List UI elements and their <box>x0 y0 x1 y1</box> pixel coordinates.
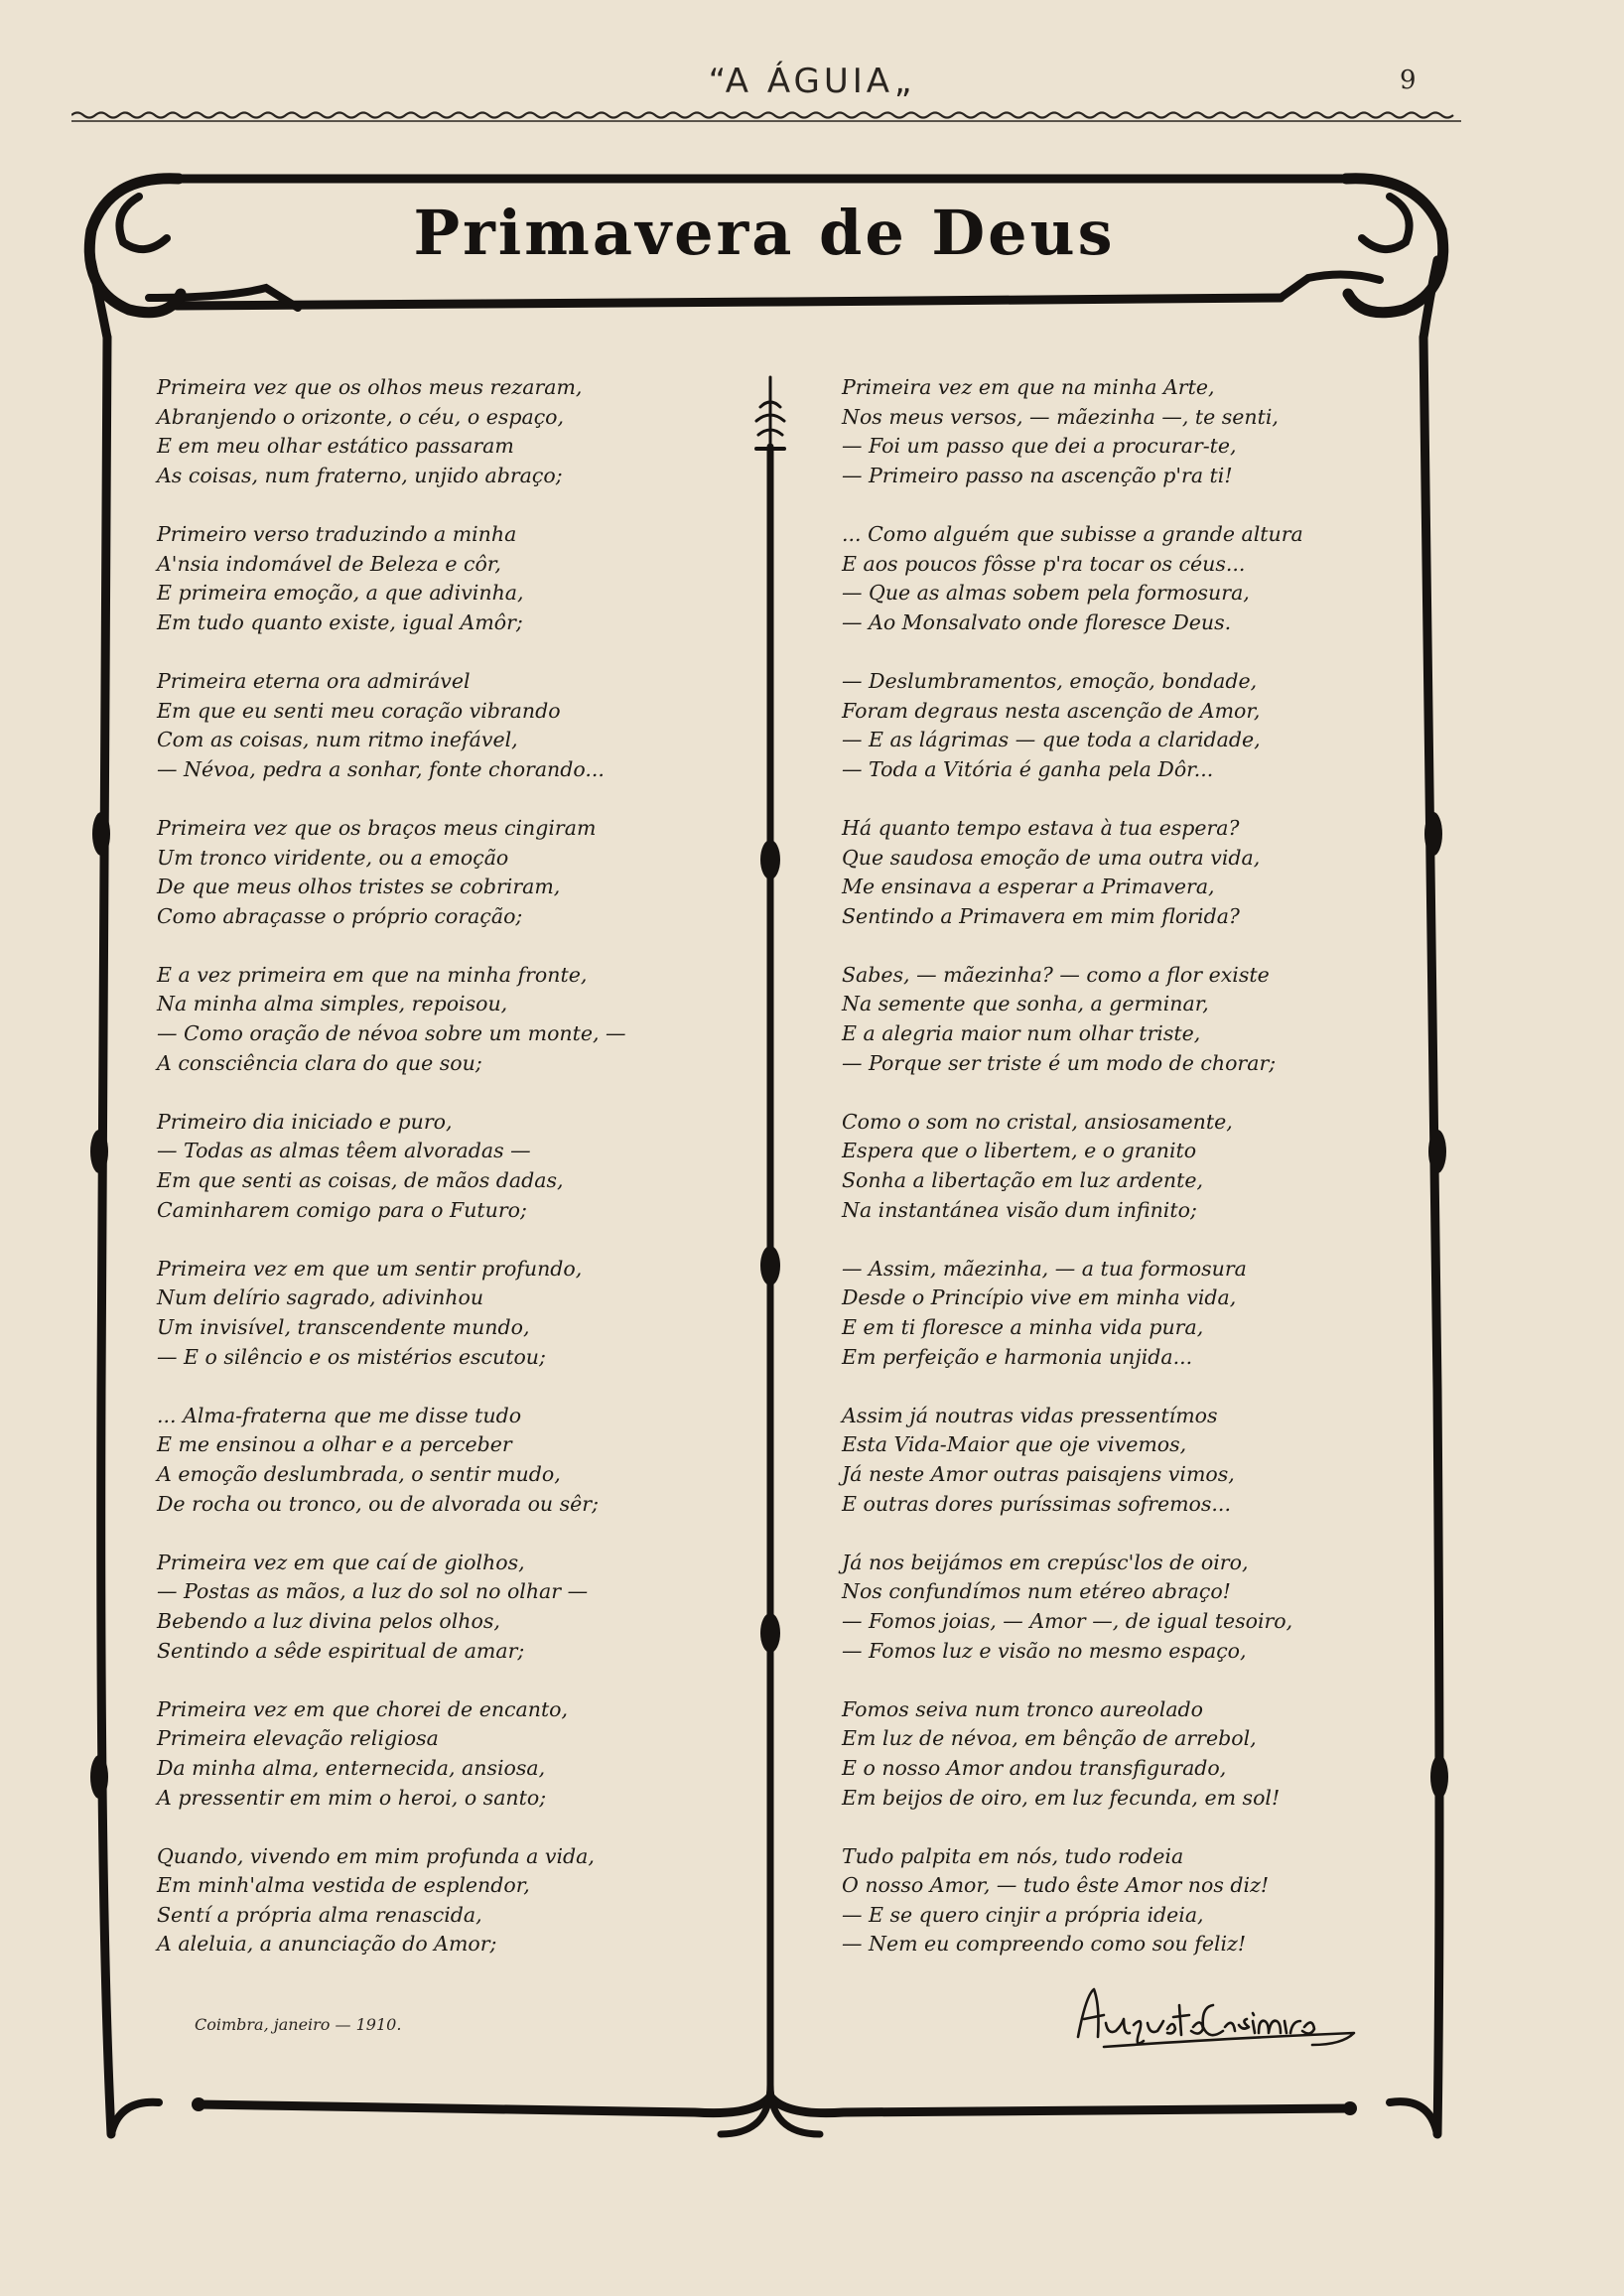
verse-line: Espera que o libertem, e o granito <box>842 1139 1197 1163</box>
verse-line: — E as lágrimas — que toda a claridade, <box>842 728 1261 752</box>
stanza <box>157 1255 713 1372</box>
verse-line: Esta Vida-Maior que oje vivemos, <box>842 1432 1187 1457</box>
verse-line: Nos meus versos, — mãezinha —, te senti, <box>842 404 1279 429</box>
verse-line: — Toda a Vitória é ganha pela Dôr... <box>842 756 1214 781</box>
stanza <box>157 1108 713 1225</box>
verse-line: As coisas, num fraterno, unjido abraço; <box>157 463 563 487</box>
verse-line: — Fomos luz e visão no mesmo espaço, <box>842 1638 1247 1663</box>
verse-line: Primeira vez em que caí de giolhos, <box>157 1550 525 1574</box>
stanza <box>842 1402 1418 1519</box>
verse-line: Já neste Amor outras paisajens vimos, <box>842 1461 1235 1486</box>
running-title: “A ÁGUIA„ <box>708 62 916 101</box>
verse-line: Tudo palpita em nós, tudo rodeia <box>842 1843 1184 1868</box>
verse-line: Bebendo a luz divina pelos olhos, <box>157 1608 500 1633</box>
verse-line: E o nosso Amor andou transfigurado, <box>842 1755 1227 1780</box>
verse-line: Quando, vivendo em mim profunda a vida, <box>157 1843 595 1868</box>
verse-line: Na instantánea visão dum infinito; <box>842 1197 1197 1222</box>
verse-line: Como abraçasse o próprio coração; <box>157 903 523 928</box>
verse-line: Na minha alma simples, repoisou, <box>157 992 508 1016</box>
verse-line: Na semente que sonha, a germinar, <box>842 992 1209 1016</box>
verse-line: Primeira vez em que na minha Arte, <box>842 375 1215 399</box>
stanza <box>842 1549 1418 1666</box>
stanza <box>842 1695 1418 1813</box>
stanza <box>842 373 1418 490</box>
verse-line: De rocha ou tronco, ou de alvorada ou sêr; <box>157 1491 599 1516</box>
verse-line: A pressentir em mim o heroi, o santo; <box>157 1785 547 1810</box>
stanza <box>157 961 713 1078</box>
stanza <box>842 814 1418 931</box>
verse-line: Há quanto tempo estava à tua espera? <box>842 815 1240 840</box>
stanza <box>842 667 1418 784</box>
verse-line: — E o silêncio e os mistérios escutou; <box>157 1344 546 1369</box>
poem-title: Primavera de Deus <box>413 197 1116 269</box>
verse-line: Em perfeição e harmonia unjida... <box>842 1344 1193 1369</box>
verse-line: — Como oração de névoa sobre um monte, — <box>157 1021 626 1046</box>
verse-line: E primeira emoção, a que adivinha, <box>157 581 524 606</box>
verse-line: Me ensinava a esperar a Primavera, <box>842 875 1215 899</box>
stanza <box>842 1108 1418 1225</box>
verse-line: — E se quero cinjir a própria ideia, <box>842 1902 1204 1927</box>
verse-line: Em minh'alma vestida de esplendor, <box>157 1873 530 1898</box>
verse-line: Sonha a libertação em luz ardente, <box>842 1168 1203 1193</box>
verse-line: Sentindo a Primavera em mim florida? <box>842 903 1240 928</box>
verse-line: Primeira vez que os braços meus cingiram <box>157 815 597 840</box>
verse-line: E outras dores puríssimas sofremos... <box>842 1491 1231 1516</box>
verse-line: Sentí a própria alma renascida, <box>157 1902 482 1927</box>
stanza <box>157 1402 713 1519</box>
verse-line: Sentindo a sêde espiritual de amar; <box>157 1638 525 1663</box>
verse-line: ... Como alguém que subisse a grande altura <box>842 521 1303 546</box>
verse-line: Desde o Princípio vive em minha vida, <box>842 1285 1237 1310</box>
verse-line: Caminharem comigo para o Futuro; <box>157 1197 527 1222</box>
verse-line: — Porque ser triste é um modo de chorar; <box>842 1050 1277 1075</box>
verse-line: E em meu olhar estático passaram <box>157 434 514 459</box>
verse-line: Nos confundímos num etéreo abraço! <box>842 1579 1231 1604</box>
verse-line: O nosso Amor, — tudo êste Amor nos diz! <box>842 1873 1270 1898</box>
verse-line: Primeiro dia iniciado e puro, <box>157 1109 453 1134</box>
verse-line: — Todas as almas têem alvoradas — <box>157 1139 531 1163</box>
verse-line: Como o som no cristal, ansiosamente, <box>842 1109 1233 1134</box>
dateline: Coimbra, janeiro — 1910. <box>195 2015 402 2034</box>
left-poem-column <box>157 373 713 1989</box>
verse-line: Com as coisas, num ritmo inefável, <box>157 728 518 752</box>
verse-line: Primeiro verso traduzindo a minha <box>157 521 517 546</box>
stanza <box>842 1255 1418 1372</box>
verse-line: Que saudosa emoção de uma outra vida, <box>842 845 1261 870</box>
verse-line: — Foi um passo que dei a procurar-te, <box>842 434 1237 459</box>
verse-line: Em luz de névoa, em bênção de arrebol, <box>842 1726 1257 1751</box>
verse-line: E me ensinou a olhar e a perceber <box>157 1432 512 1457</box>
verse-line: Num delírio sagrado, adivinhou <box>157 1285 484 1310</box>
stanza <box>157 373 713 490</box>
verse-line: Primeira eterna ora admirável <box>157 668 471 693</box>
verse-line: A emoção deslumbrada, o sentir mudo, <box>157 1461 561 1486</box>
verse-line: Um tronco viridente, ou a emoção <box>157 845 509 870</box>
verse-line: — Nem eu compreendo como sou feliz! <box>842 1932 1247 1957</box>
verse-line: — Primeiro passo na ascenção p'ra ti! <box>842 463 1233 487</box>
verse-line: ... Alma-fraterna que me disse tudo <box>157 1403 522 1427</box>
verse-line: Assim já noutras vidas pressentímos <box>842 1403 1218 1427</box>
verse-line: — Fomos joias, — Amor —, de igual tesoiro, <box>842 1608 1293 1633</box>
verse-line: — Assim, mãezinha, — a tua formosura <box>842 1256 1247 1281</box>
stanza <box>842 520 1418 637</box>
verse-line: Fomos seiva num tronco aureolado <box>842 1696 1204 1721</box>
verse-line: — Postas as mãos, a luz do sol no olhar — <box>157 1579 589 1604</box>
stanza <box>157 1842 713 1959</box>
verse-line: Abranjendo o orizonte, o céu, o espaço, <box>157 404 565 429</box>
verse-line: Foram degraus nesta ascenção de Amor, <box>842 698 1261 723</box>
verse-line: A aleluia, a anunciação do Amor; <box>157 1932 497 1957</box>
right-poem-column <box>842 373 1418 1989</box>
verse-line: Em beijos de oiro, em luz fecunda, em sol! <box>842 1785 1281 1810</box>
verse-line: Já nos beijámos em crepúsc'los de oiro, <box>842 1550 1249 1574</box>
verse-line: Primeira elevação religiosa <box>157 1726 439 1751</box>
verse-line: E a vez primeira em que na minha fronte, <box>157 962 588 987</box>
author-signature <box>1064 1975 1362 2065</box>
verse-line: — Deslumbramentos, emoção, bondade, <box>842 668 1258 693</box>
verse-line: Em que eu senti meu coração vibrando <box>157 698 561 723</box>
stanza <box>842 961 1418 1078</box>
stanza <box>157 814 713 931</box>
verse-line: A'nsia indomável de Beleza e côr, <box>157 551 501 576</box>
page-number: 9 <box>1400 66 1417 95</box>
stanza <box>157 1695 713 1813</box>
stanza <box>842 1842 1418 1959</box>
stanza <box>157 1549 713 1666</box>
verse-line: De que meus olhos tristes se cobriram, <box>157 875 561 899</box>
verse-line: Em tudo quanto existe, igual Amôr; <box>157 609 523 634</box>
verse-line: — Que as almas sobem pela formosura, <box>842 581 1250 606</box>
verse-line: E aos poucos fôsse p'ra tocar os céus... <box>842 551 1246 576</box>
verse-line: Da minha alma, enternecida, ansiosa, <box>157 1755 546 1780</box>
stanza <box>157 520 713 637</box>
verse-line: E em ti floresce a minha vida pura, <box>842 1315 1204 1339</box>
stanza <box>157 667 713 784</box>
verse-line: Em que senti as coisas, de mãos dadas, <box>157 1168 564 1193</box>
verse-line: E a alegria maior num olhar triste, <box>842 1021 1201 1046</box>
verse-line: Primeira vez em que um sentir profundo, <box>157 1256 583 1281</box>
verse-line: Sabes, — mãezinha? — como a flor existe <box>842 962 1270 987</box>
verse-line: — Ao Monsalvato onde floresce Deus. <box>842 609 1232 634</box>
verse-line: Primeira vez em que chorei de encanto, <box>157 1696 569 1721</box>
verse-line: — Névoa, pedra a sonhar, fonte chorando... <box>157 756 605 781</box>
verse-line: Um invisível, transcendente mundo, <box>157 1315 530 1339</box>
verse-line: Primeira vez que os olhos meus rezaram, <box>157 375 583 399</box>
verse-line: A consciência clara do que sou; <box>157 1050 482 1075</box>
